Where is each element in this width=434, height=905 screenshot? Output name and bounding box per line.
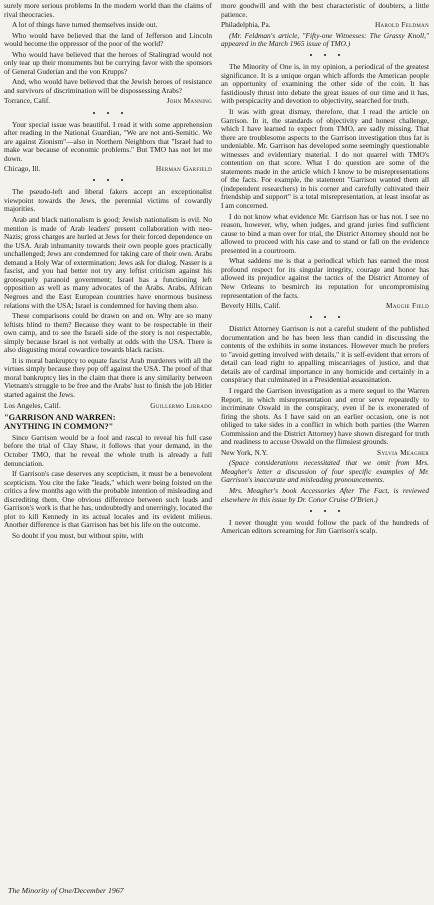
paragraph: Your special issue was beautiful. I read it with some apprehension after reading in the National Guardian, "We are not anti-Semitic. We are against Zionism"—also in Northern Neighbors that "Israel had to make war because of economic problems." But TMO has not let me down. [4,119,212,163]
section-divider [4,177,212,186]
signature-place: Torrance, Calif. [4,96,51,106]
paragraph: It is moral bankruptcy to equate fascist Arab murderers with all the virtues simply because they pop off against the USA. The proof of that moral bankruptcy lies in the claim that there is any similarity between Vietnam's struggle to be free and the Arabs' lust to finish the job Hitler started against the Jews. [4,355,212,399]
section-heading [4,413,212,432]
signature-name: Herman Garfield [155,164,212,174]
paragraph: surely more serious problems In the modern world than the claims of rival theocracies. [4,2,212,19]
paragraph: I regard the Garrison investigation as a mere sequel to the Warren Report, in which misrepresentation and error serve repeatedly to incriminate Oswald in the conspiracy, even if he is exonerated of firing the shots. As I have said on an earlier occasion, one is not obliged to take sides in a conflict in which both parties (the Warren Commission and the District Attorney) have shown disregard for truth and readiness to accuse Oswald on the flimsiest grounds. [221,385,429,447]
signature-name: John Manning [166,96,212,106]
paragraph: Who would have believed that the land of Jefferson and Lincoln would become the oppressor of the poor of the world? [4,30,212,49]
letter-signature [221,21,429,30]
paragraph: These comparisons could be drawn on and on. Why are so many leftists blind to them? Because they want to be respectable in their own camp, and to see the Israeli side of the story is not respectable, simply because Israel is not verbally at odds with the USA. There is also disgusting moral cowardice towards black racists. [4,311,212,355]
paragraph: Who would have believed that the heroes of Stalingrad would not only tear up their monuments but be currying favor with the sponsors of General Guderian and the von Krupps? [4,49,212,76]
letter-signature [221,302,429,311]
paragraph: A lot of things have turned themselves inside out. [12,20,158,30]
signature-place: New York, N.Y. [221,447,268,457]
signature-name: Guillermo Librado [150,400,212,410]
left-column [4,2,212,542]
paragraph: What saddens me is that a periodical which has earned the most profound respect for its singular integrity, courage and honor has allowed its prejudice against the tactics of the District Attorney of New Orleans to besmirch its reputation for uncompromising representation of the facts. [221,256,429,300]
signature-name: Harold Feldman [374,20,429,30]
paragraph: And, who would have believed that the Jewish heroes of resistance and survivors of discrimination will be dispossessing Arabs? [4,77,212,95]
paragraph: District Attorney Garrison is not a careful student of the published documentation and he has been less than candid in discussing the contents of the exhibits in some instances. However much he prefers to "avoid getting involved with details," it is self-evident that errors of detail can lead right to appalling miscarriages of justice, and that details are of cardinal importance in any homicide and certainly in a conspiracy that culminated in a Presidential assassination. [221,324,429,385]
right-column [221,2,429,538]
section-divider [221,52,429,61]
editor-note: Mrs. Meagher's book Accessories After The Fact, is reviewed elsewhere in this issue by Dr. Conor Cruise O'Brien.) [221,485,429,504]
paragraph: The pseudo-left and liberal fakers accept an exceptionalist viewpoint towards the Jews, the perennial victims of cowardly majorities. [4,187,212,214]
letter-signature [4,97,212,106]
section-divider [4,109,212,118]
letter-signature [221,449,429,458]
editor-note: (Space considerations necessitated that we omit from Mrs. Meagher's letter a discussion of four specific examples of Mr. Garrison's inaccurate and misleading pronouncements. [221,458,429,485]
paragraph: Arab and black nationalism is good; Jewish nationalism is evil. No mention is made of Arab leaders' present collaboration with neo-Nazis; gross charges are hurled at Jews for their forced dependence on the USA. Arab inhumanity towards their own people goes practically unchallenged; Jews are condemned for taking care of their own. Arabs demand a Holy War of extermination; Jews ask for dialog. Nasser is a fascist, and you had better not try any leftist criticism against his grotesquely paranoid government; Israel has a functioning left opposition as well as many advocates of the Arabs. Arabs, African Negroes and the East European countries have enormous business relations with the USA; Israel is condemned for having them also. [4,215,212,310]
section-heading-line: ANYTHING IN COMMON?" [4,422,114,432]
letter-signature [4,165,212,174]
section-heading-line: "GARRISON AND WARREN: [4,413,116,423]
paragraph: I do not know what evidence Mr. Garrison has or has not. I see no reason, however, why, when judges, and grand juries find sufficient cause to bind a man over for trial, the District Attorney should not be allowed to proceed with his case and to stand or fall on the evidence presented in a courtroom. [221,211,429,255]
signature-place: Chicago, Ill. [4,164,41,174]
paragraph: So doubt if you must, but without spite, with [12,530,144,540]
signature-place: Beverly Hills, Calif. [221,301,281,311]
page-footer: The Minority of One/December 1967 [8,886,124,895]
paragraph: It was with great dismay, therefore, that I read the article on Garrison. In it, the standards of objectivity and honest challenge, which I have learned to expect from TMO, are sadly missing. That there are troublesome aspects to the Garrison investigation thus far is undeniable. Mr. Garrison has developed some seemingly questionable witnesses and evidentiary material. I do not quarrel with TMO's contention on that score. What I do question are some of the statements made in the article which I know to be misrepresentations of the facts. For example, the statement "Garrison wanted them all (independent researchers) in his corner and carefully cultivated their friendship and support" is a total misrepresentation, at least insofar as I am concerned. [221,107,429,211]
editor-note: (Mr. Feldman's article, "Fifty-one Witnesses: The Grassy Knoll," appeared in the March 1965 issue of TMO.) [221,30,429,49]
signature-name: Maggie Field [386,301,429,311]
signature-name: Sylvia Meagher [376,447,429,457]
section-divider [221,507,429,516]
paragraph: more goodwill and with the best characteristic of doubters, a little patience. [221,2,429,19]
letter-signature [4,402,212,411]
paragraph: The Minority of One is, in my opinion, a periodical of the greatest significance. It is a unique organ which affords the American people an opportunity of examining the other side of the coin. It has fastidiously thrust into debate the great issues of our time and it has, with perspicacity and devotion to objectivity, searched for truth. [221,62,429,106]
paragraph: I never thought you would follow the pack of the hundreds of American editors screaming for Jim Garrison's scalp. [221,517,429,536]
section-divider [221,314,429,323]
paragraph: Since Garrison would be a fool and rascal to reveal his full case before the trial of Clay Shaw, it follows that your demand, in the October TMO, that he reveal the whole truth is already a full denunciation. [4,432,212,468]
signature-place: Philadelphia, Pa. [221,20,271,30]
signature-place: Los Angeles, Calif. [4,400,61,410]
paragraph: If Garrison's case deserves any scepticism, it must be a benevolent scepticism. You cite the fake "leads," which were being foisted on the critics a few months ago with the probable intention of misleading and discrediting them. One obvious difference between such leads and Garrison's work is that he has, undoubtedly and unerringly, located the plot to kill Kennedy in its actual locales and its evident milieus. Another difference is that Garrison has bet his life on the outcome. [4,469,212,530]
